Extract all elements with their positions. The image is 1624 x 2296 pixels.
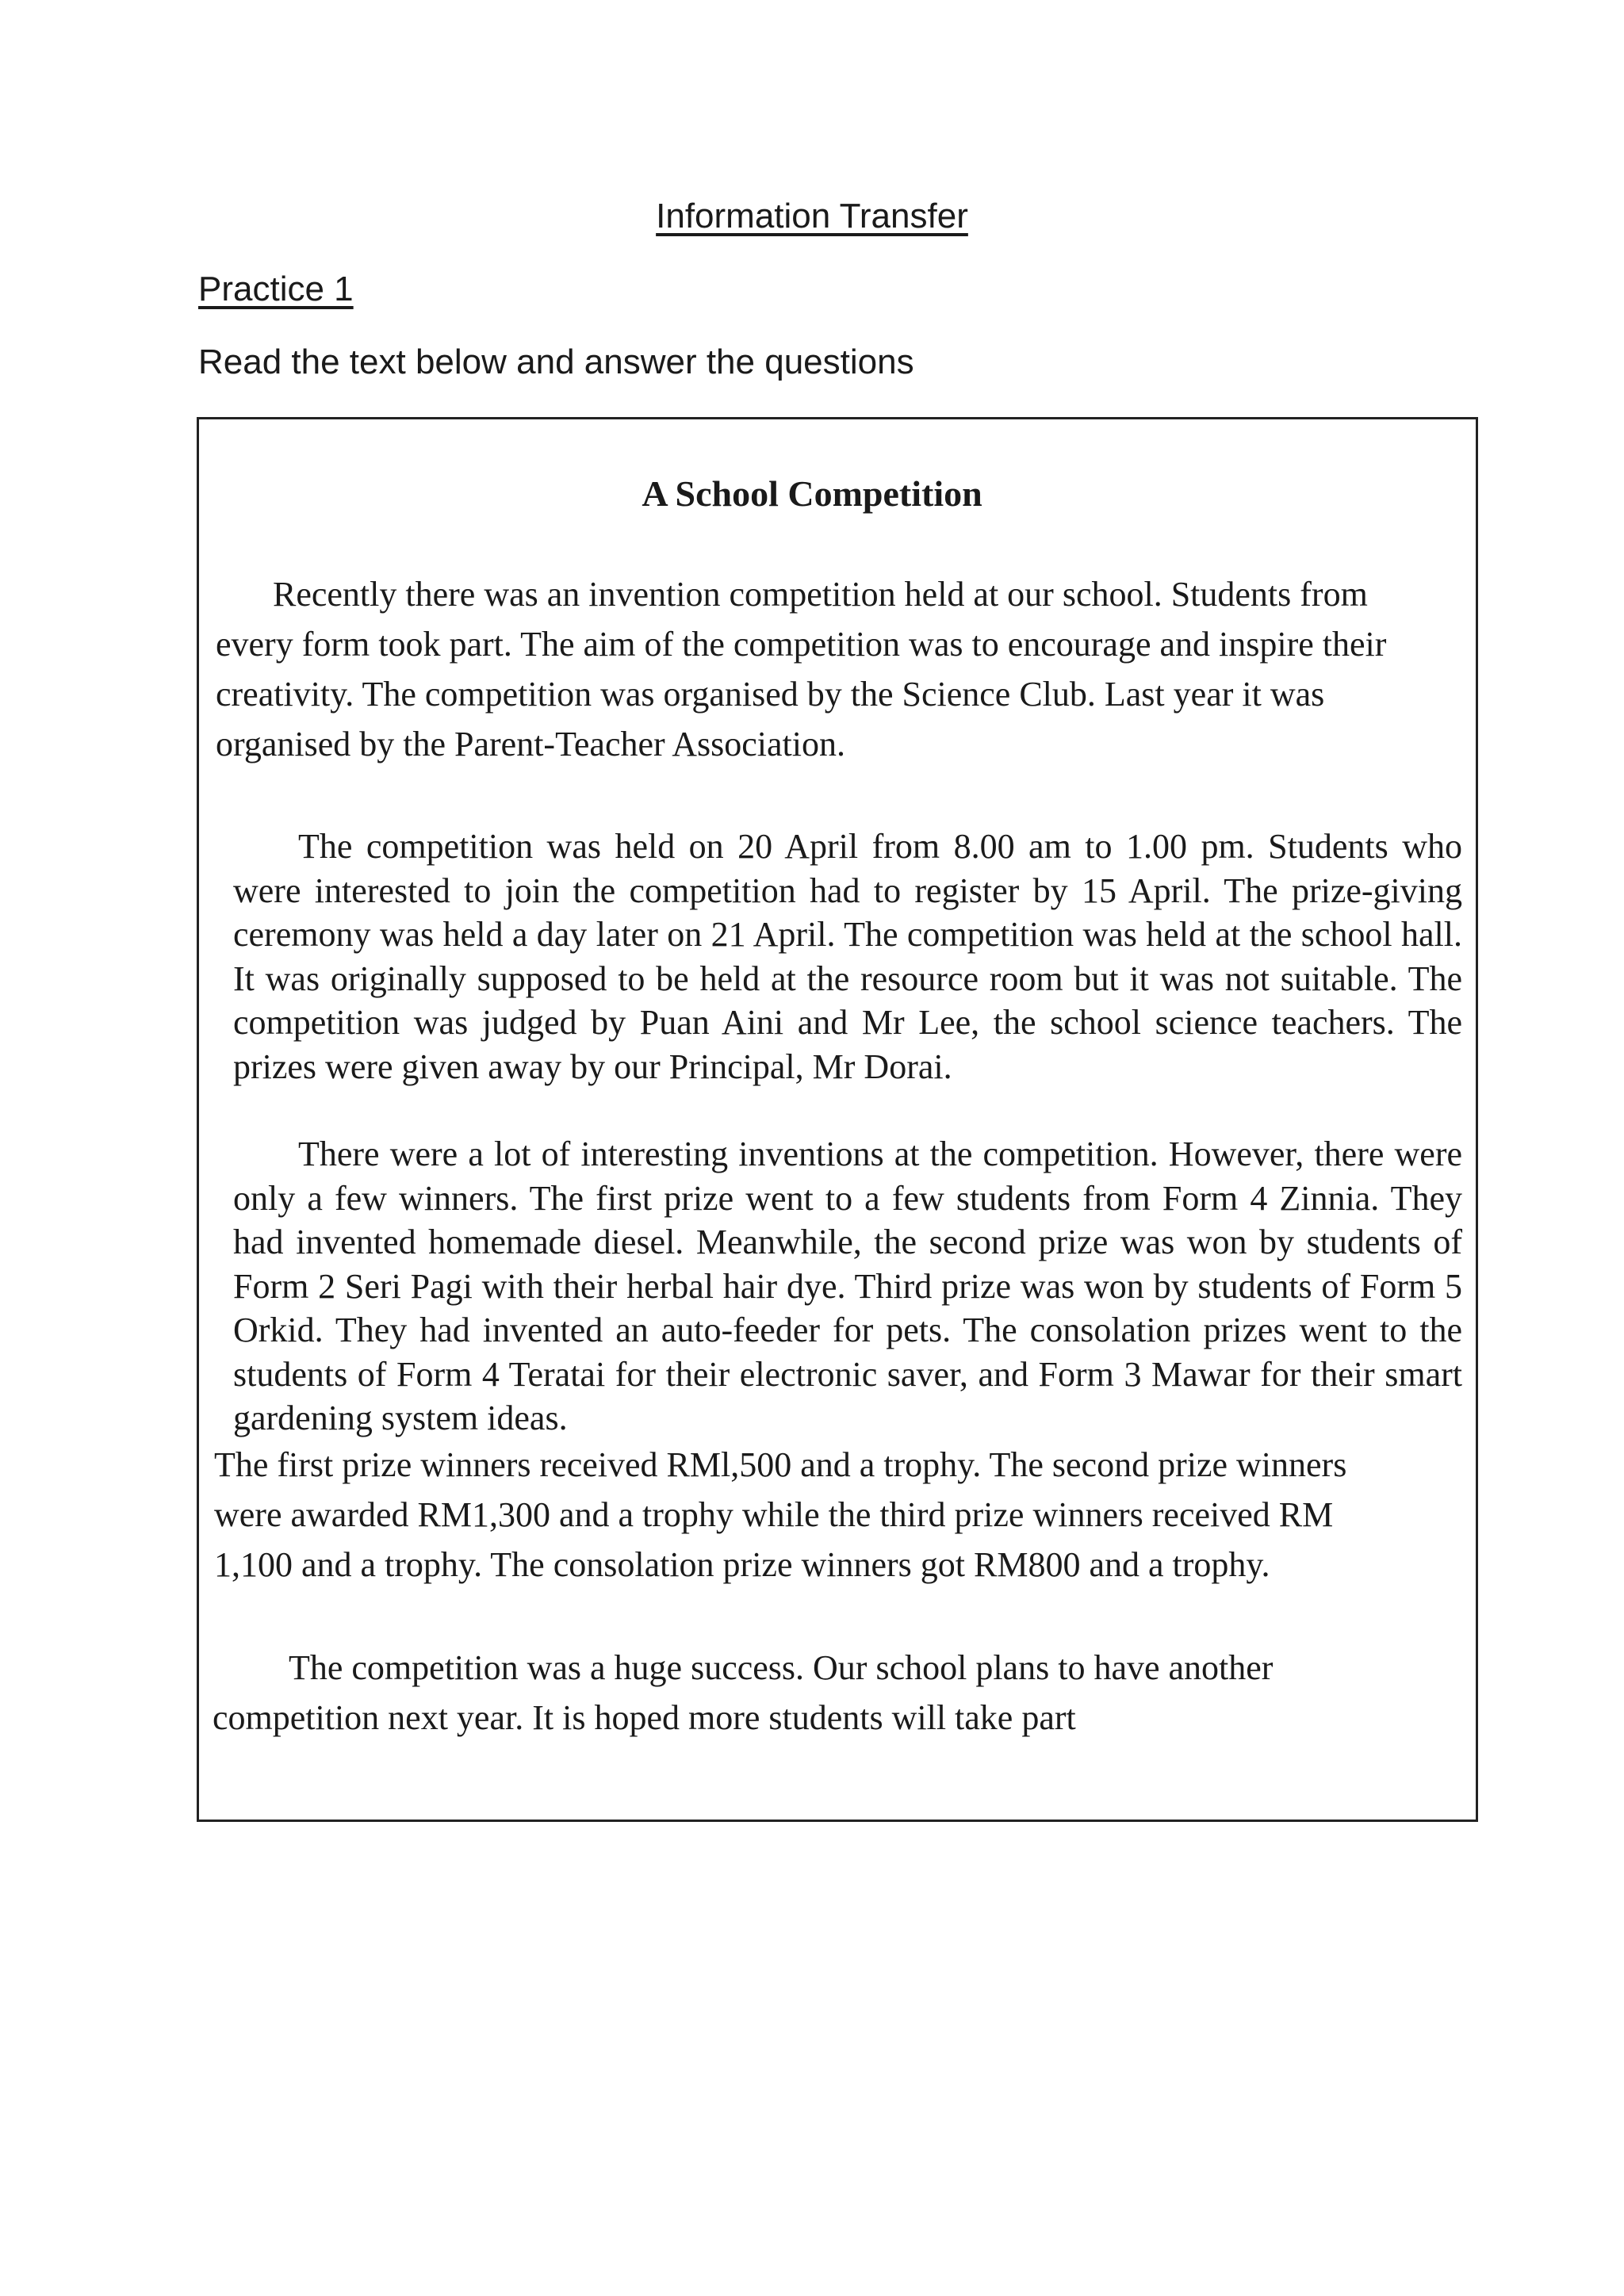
passage-paragraph-3: There were a lot of interesting inventions at the competition. However, there were only a few winners. The first prize went to a few students from Form 4 Zinnia. They had invented homemade diesel. Meanwhile, the second prize was won by students of Form 2 Seri Pagi with their herbal hair dye. Third prize was won by students of Form 5 Orkid. They had invented an auto-feeder for pets. The consolation prizes went to the students of Form 4 Teratai for their electronic saver, and Form 3 Mawar for their smart gardening system ideas.: [233, 1135, 1462, 1437]
instruction-text: Read the text below and answer the questions: [198, 342, 914, 381]
passage-title: A School Competition: [642, 473, 982, 514]
passage-paragraph-4: The first prize winners received RMl,500 and a trophy. The second prize winners were awarded RM1,300 and a trophy while the third prize winners received RM 1,100 and a trophy. The consolation prize winners got RM800 and a trophy.: [214, 1445, 1347, 1584]
passage-paragraph-5: The competition was a huge success. Our school plans to have another competition next year. It is hoped more students will take part: [213, 1648, 1274, 1737]
passage-paragraph-1: Recently there was an invention competition held at our school. Students from every form took part. The aim of the competition was to encourage and inspire their creativity. The competition was organised by the Science Club. Last year it was organised by the Parent-Teacher Association.: [216, 575, 1387, 763]
passage-paragraph-2: The competition was held on 20 April from 8.00 am to 1.00 pm. Students who were interested to join the competition had to register by 15 April. The prize-giving ceremony was held a day later on 21 April. The competition was held at the school hall. It was originally supposed to be held at the resource room but it was not suitable. The competition was judged by Puan Aini and Mr Lee, the school science teachers. The prizes were given away by our Principal, Mr Dorai.: [233, 827, 1462, 1086]
document-heading: Information Transfer: [656, 197, 968, 235]
practice-label: Practice 1: [198, 270, 354, 308]
